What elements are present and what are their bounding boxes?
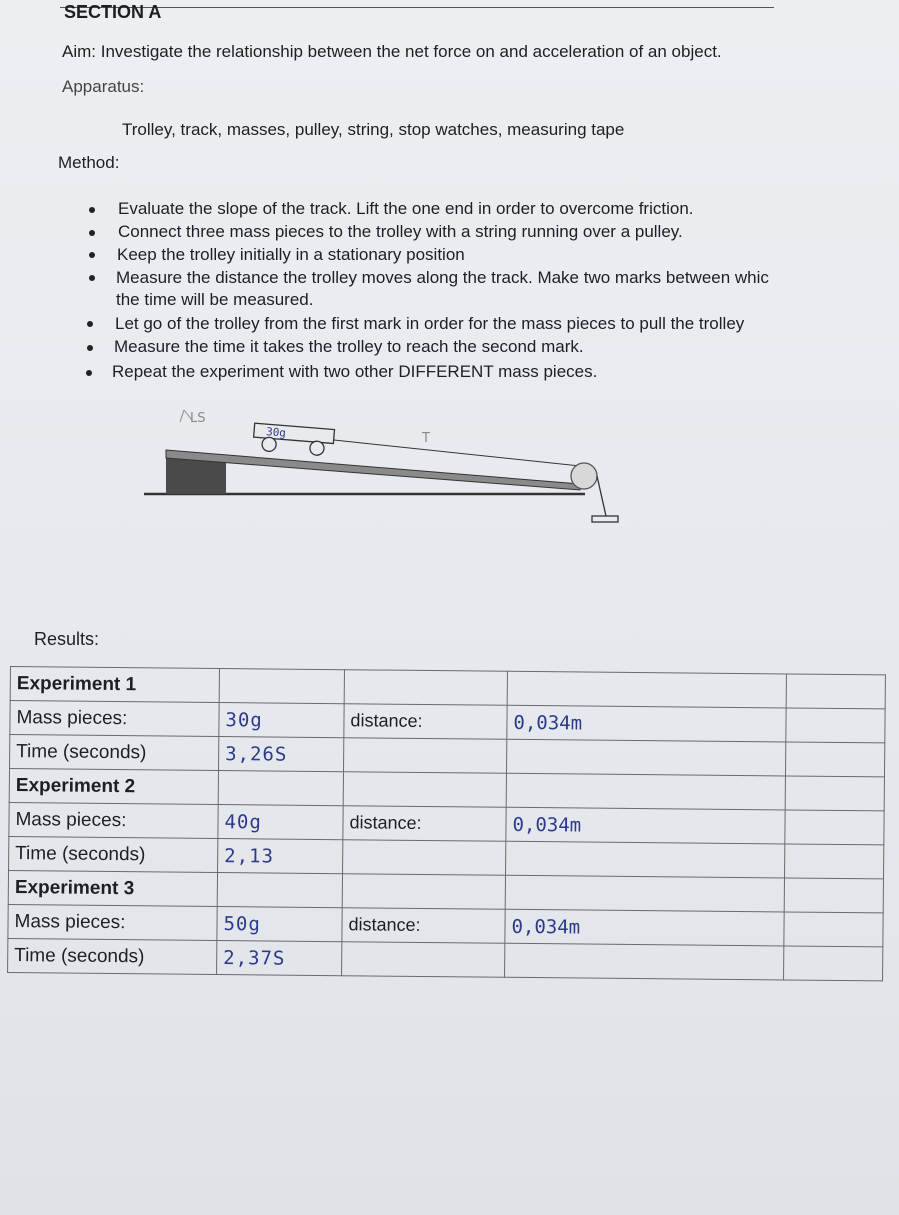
time-label: Time (seconds) <box>8 938 217 974</box>
time-value: 2,13 <box>218 839 343 874</box>
experiment-title: Experiment 2 <box>9 769 218 805</box>
table-row <box>8 938 883 980</box>
method-step: Measure the time it takes the trolley to reach the second mark. <box>114 337 584 356</box>
method-step: Measure the distance the trolley moves along the track. Make two marks between whic <box>116 268 769 287</box>
aim-text: Aim: Investigate the relationship between the net force on and acceleration of an object. <box>62 42 722 61</box>
bullet-dot <box>89 207 95 213</box>
mass-value: 50g <box>217 907 342 942</box>
method-step: Keep the trolley initially in a stationary position <box>117 245 465 264</box>
bullet-dot <box>89 252 95 258</box>
mass-value: 30g <box>219 703 344 738</box>
time-value: 2,37S <box>217 940 342 975</box>
trolley-wheel <box>262 437 277 452</box>
mass-label: Mass pieces: <box>8 904 217 940</box>
distance-value: 0,034m <box>506 807 785 844</box>
string <box>334 440 580 466</box>
results-table <box>7 666 886 981</box>
trolley-mass-label: 30g <box>265 425 287 440</box>
experiment-title: Experiment 1 <box>10 667 219 703</box>
bullet-dot <box>87 345 93 351</box>
distance-label: distance: <box>343 806 506 842</box>
results-heading: Results: <box>34 629 100 649</box>
distance-label: distance: <box>344 704 507 740</box>
distance-value: 0,034m <box>505 909 784 946</box>
distance-label: distance: <box>342 908 505 944</box>
time-value: 3,26S <box>219 737 344 772</box>
trolley-wheel <box>309 441 324 456</box>
method-step: Repeat the experiment with two other DIFFERENT mass pieces. <box>112 362 598 381</box>
pulley <box>571 463 597 489</box>
time-label: Time (seconds) <box>9 836 218 872</box>
bullet-dot <box>89 275 95 281</box>
method-steps <box>0 0 899 400</box>
ramp-track <box>166 450 580 490</box>
trolley <box>253 423 335 456</box>
apparatus-list: Trolley, track, masses, pulley, string, stop watches, measuring tape <box>122 120 625 139</box>
bullet-dot <box>87 321 93 327</box>
method-step: Let go of the trolley from the first mark in order for the mass pieces to pull the trolley <box>115 314 745 333</box>
time-label: Time (seconds) <box>10 735 219 771</box>
method-step-continued: the time will be measured. <box>116 290 314 309</box>
distance-value: 0,034m <box>507 705 786 742</box>
mass-label: Mass pieces: <box>9 802 218 838</box>
hanging-string <box>597 476 606 516</box>
method-heading: Method: <box>58 153 120 172</box>
pencil-annotation-left: LS <box>190 411 206 426</box>
mass-label: Mass pieces: <box>10 701 219 737</box>
mass-value: 40g <box>218 805 343 840</box>
apparatus-heading: Apparatus: <box>62 77 145 96</box>
method-step: Evaluate the slope of the track. Lift the one end in order to overcome friction. <box>118 199 694 218</box>
bullet-dot <box>86 370 92 376</box>
pencil-annotation-right: T <box>422 431 430 446</box>
hanging-mass <box>592 516 618 522</box>
bullet-dot <box>89 230 95 236</box>
method-step: Connect three mass pieces to the trolley with a string running over a pulley. <box>118 222 683 241</box>
apparatus-diagram <box>140 404 630 529</box>
experiment-title: Experiment 3 <box>8 870 217 906</box>
section-title: SECTION A <box>64 2 162 22</box>
